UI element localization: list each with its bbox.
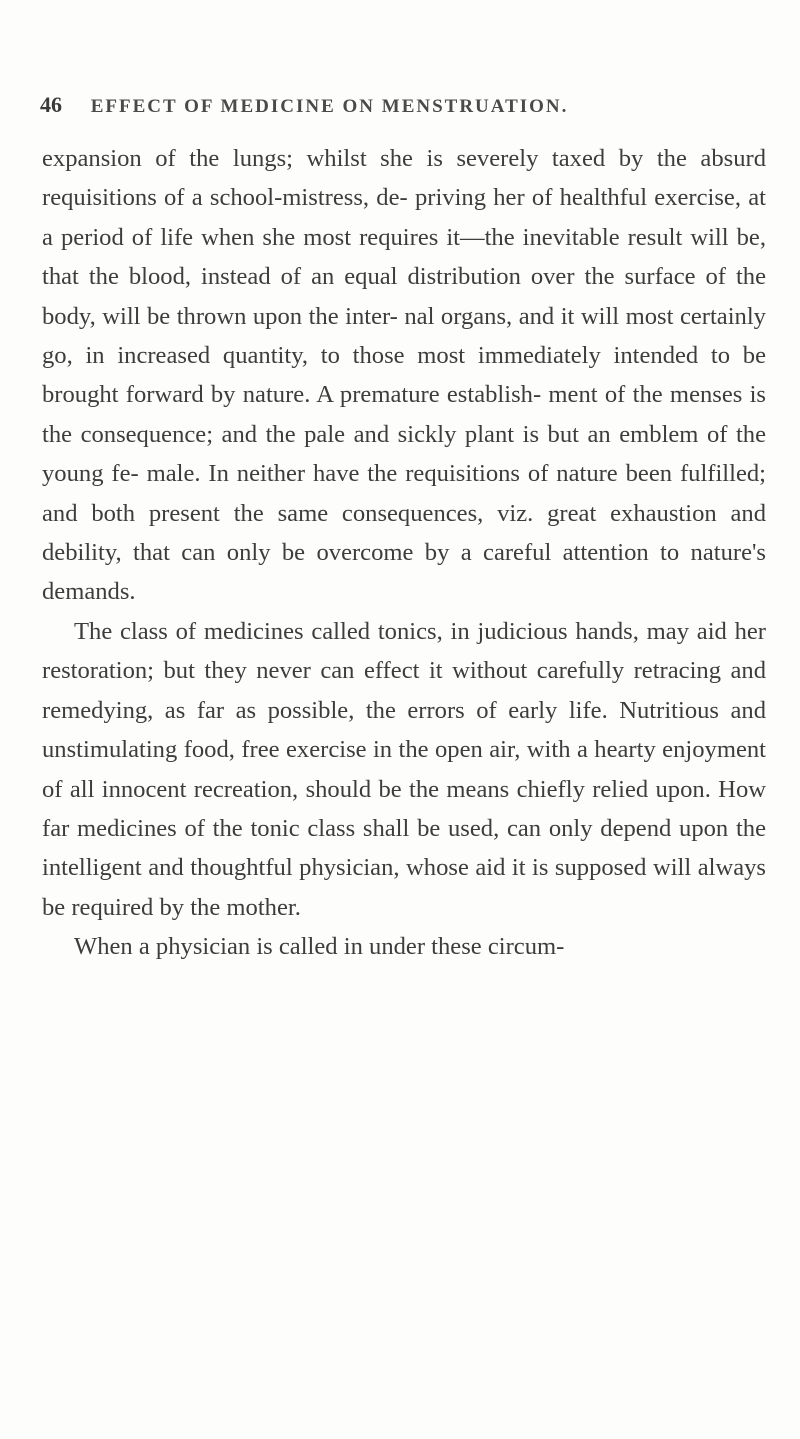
- text-line: far as possible, the errors of early life. Nutritious: [196, 696, 719, 724]
- text-line: viz. great exhaustion and debility, that can only be: [42, 499, 766, 567]
- text-line: and unstimulating food, free exercise in the open air,: [42, 696, 767, 764]
- text-line: overcome by a careful attention to nature's demands.: [42, 539, 767, 606]
- page-header: [40, 92, 770, 118]
- page-number: 46: [40, 92, 62, 117]
- text-line: fulfilled; and both present the same consequences,: [42, 460, 767, 527]
- text-line: depend upon the intelligent and thoughtful physician,: [42, 814, 766, 882]
- text-line: brought forward by nature. A premature establish-: [42, 381, 542, 409]
- text-line: should be the means chiefly relied upon. How far: [42, 775, 767, 842]
- paragraph: [42, 927, 766, 966]
- text-line: the mother.: [190, 893, 301, 921]
- text-line: effect it without carefully retracing and remedying, as: [42, 657, 766, 724]
- text-line: the surface of the body, will be thrown upon the inter-: [42, 263, 766, 330]
- text-line: expansion of the lungs; whilst she is severely taxed: [42, 145, 606, 172]
- text-line: The class of medicines called tonics, in judicious: [74, 617, 568, 645]
- text-line: medicines of the tonic class shall be used, can only: [77, 814, 593, 842]
- text-line: be, that the blood, instead of an equal distribution over: [42, 223, 766, 291]
- text-line: whose aid it is supposed will always be required by: [42, 854, 766, 921]
- text-line: priving her of healthful exercise, at a period of life: [42, 184, 766, 251]
- text-line: when she most requires it—the inevitable result will: [201, 223, 729, 251]
- text-line: ment of the menses is the consequence; and the pale: [42, 381, 767, 448]
- text-line: When a physician is called in under these circum-: [74, 933, 565, 961]
- paragraph: [42, 139, 766, 612]
- text-line: by the absurd requisitions of a school-mistress, de-: [42, 145, 766, 212]
- text-line: hands, may aid her restoration; but they never can: [42, 617, 767, 685]
- text-line: quantity, to those most immediately intended to be: [222, 342, 766, 370]
- running-title: EFFECT OF MEDICINE ON MENSTRUATION.: [90, 96, 569, 117]
- body-text: [42, 139, 766, 967]
- text-line: nal organs, and it will most certainly go, in increased: [42, 302, 766, 370]
- text-line: male. In neither have the requisitions of nature been: [146, 460, 673, 488]
- paragraph: [42, 612, 766, 927]
- text-line: with a hearty enjoyment of all innocent recreation,: [42, 736, 766, 803]
- text-line: and sickly plant is but an emblem of the young fe-: [42, 420, 767, 488]
